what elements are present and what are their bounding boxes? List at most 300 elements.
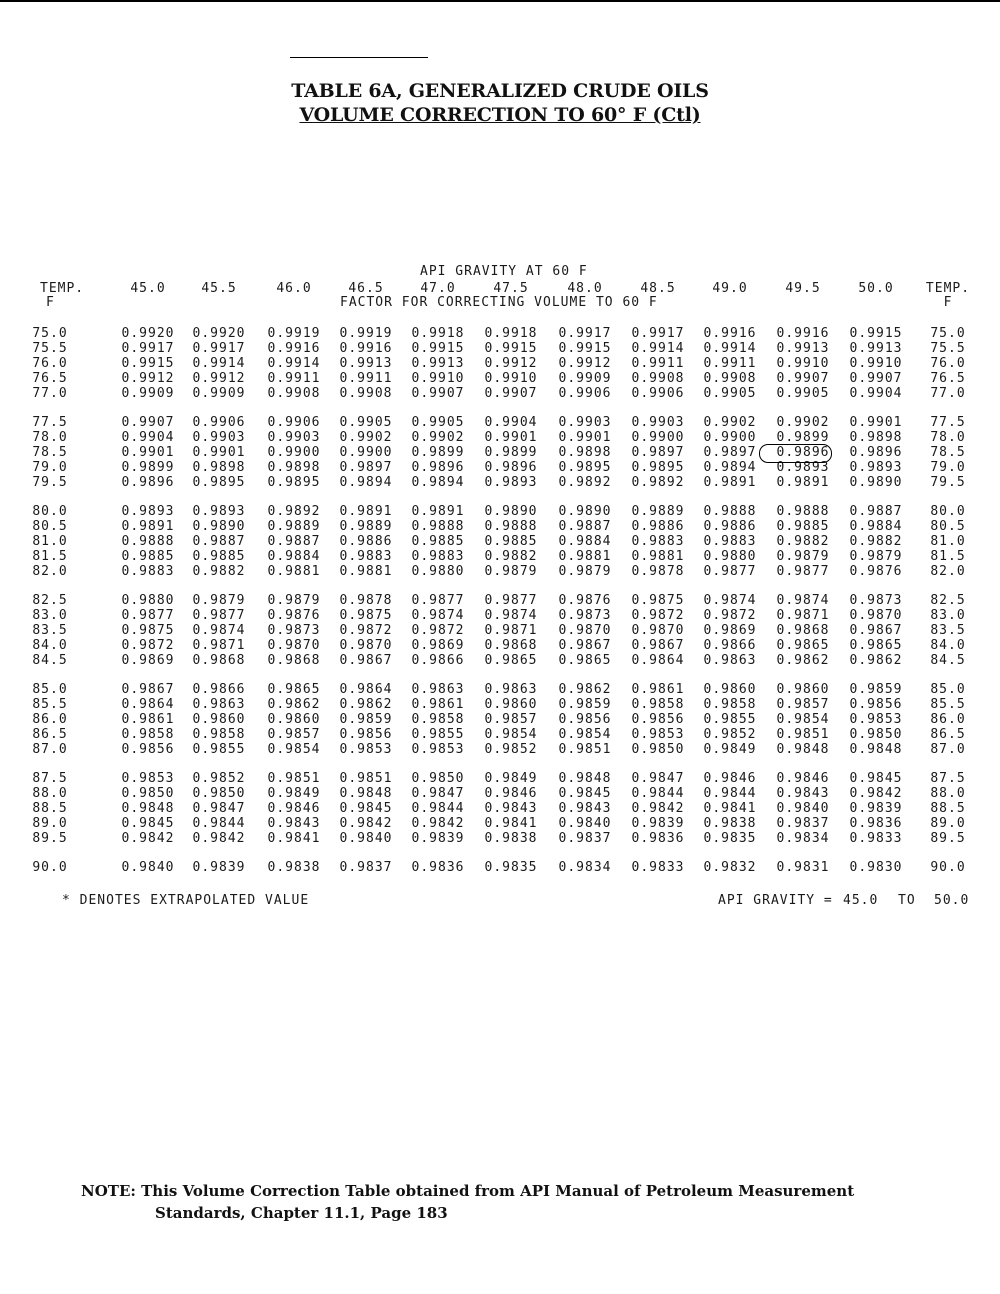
table-cell: 0.9900: [631, 430, 685, 445]
api-range-from: 45.0: [843, 893, 879, 908]
row-temp-left: 89.5: [32, 831, 68, 846]
table-cell: 0.9844: [631, 786, 685, 801]
table-cell: 0.9887: [192, 534, 246, 549]
table-cell: 0.9896: [411, 460, 465, 475]
row-temp-right: 88.5: [930, 801, 966, 816]
table-cell: 0.9873: [849, 593, 903, 608]
column-header: 47.5: [493, 281, 529, 296]
row-temp-right: 85.0: [930, 682, 966, 697]
table-cell: 0.9835: [703, 831, 757, 846]
table-cell: 0.9879: [776, 549, 830, 564]
table-cell: 0.9880: [703, 549, 757, 564]
table-cell: 0.9883: [339, 549, 393, 564]
table-cell: 0.9898: [558, 445, 612, 460]
table-cell: 0.9831: [776, 860, 830, 875]
table-cell: 0.9844: [192, 816, 246, 831]
table-cell: 0.9913: [411, 356, 465, 371]
table-cell: 0.9859: [558, 697, 612, 712]
table-cell: 0.9870: [849, 608, 903, 623]
table-cell: 0.9850: [849, 727, 903, 742]
table-cell: 0.9877: [121, 608, 175, 623]
row-temp-left: 79.0: [32, 460, 68, 475]
table-cell: 0.9872: [631, 608, 685, 623]
table-cell: 0.9883: [631, 534, 685, 549]
row-temp-right: 86.0: [930, 712, 966, 727]
table-cell: 0.9892: [558, 475, 612, 490]
table-cell: 0.9877: [703, 564, 757, 579]
page-subtitle: VOLUME CORRECTION TO 60° F (Ctl): [299, 104, 701, 126]
table-cell: 0.9888: [484, 519, 538, 534]
table-cell: 0.9890: [192, 519, 246, 534]
column-header: 49.5: [785, 281, 821, 296]
table-cell: 0.9852: [192, 771, 246, 786]
table-cell: 0.9839: [631, 816, 685, 831]
table-cell: 0.9866: [703, 638, 757, 653]
table-cell: 0.9863: [192, 697, 246, 712]
table-cell: 0.9888: [776, 504, 830, 519]
table-cell: 0.9860: [267, 712, 321, 727]
table-cell: 0.9876: [267, 608, 321, 623]
table-cell: 0.9868: [267, 653, 321, 668]
table-cell: 0.9908: [339, 386, 393, 401]
api-range-to: 50.0: [934, 893, 970, 908]
table-cell: 0.9834: [558, 860, 612, 875]
table-cell: 0.9872: [121, 638, 175, 653]
row-temp-right: 84.5: [930, 653, 966, 668]
table-cell: 0.9900: [267, 445, 321, 460]
table-cell: 0.9917: [558, 326, 612, 341]
table-cell: 0.9833: [631, 860, 685, 875]
source-note-line1: NOTE: This Volume Correction Table obtained from API Manual of Petroleum Measurement: [81, 1182, 855, 1200]
table-cell: 0.9848: [849, 742, 903, 757]
table-cell: 0.9871: [776, 608, 830, 623]
table-cell: 0.9905: [339, 415, 393, 430]
table-cell: 0.9872: [411, 623, 465, 638]
table-cell: 0.9872: [339, 623, 393, 638]
table-cell: 0.9914: [631, 341, 685, 356]
row-temp-left: 87.5: [32, 771, 68, 786]
table-cell: 0.9843: [558, 801, 612, 816]
table-cell: 0.9857: [484, 712, 538, 727]
column-header: 47.0: [420, 281, 456, 296]
table-cell: 0.9842: [339, 816, 393, 831]
table-cell: 0.9882: [849, 534, 903, 549]
table-cell: 0.9907: [849, 371, 903, 386]
table-cell: 0.9871: [192, 638, 246, 653]
table-cell: 0.9870: [631, 623, 685, 638]
row-temp-left: 84.5: [32, 653, 68, 668]
temp-header-left: TEMP.: [40, 281, 85, 296]
row-temp-right: 82.0: [930, 564, 966, 579]
column-header: 48.5: [640, 281, 676, 296]
table-cell: 0.9911: [339, 371, 393, 386]
table-cell: 0.9875: [631, 593, 685, 608]
table-cell: 0.9879: [267, 593, 321, 608]
table-cell: 0.9846: [267, 801, 321, 816]
table-cell: 0.9877: [192, 608, 246, 623]
table-cell: 0.9896: [484, 460, 538, 475]
table-cell: 0.9920: [121, 326, 175, 341]
table-cell: 0.9873: [558, 608, 612, 623]
row-temp-right: 81.0: [930, 534, 966, 549]
table-cell: 0.9870: [267, 638, 321, 653]
table-cell: 0.9842: [631, 801, 685, 816]
table-cell: 0.9901: [558, 430, 612, 445]
table-cell: 0.9836: [631, 831, 685, 846]
table-cell: 0.9885: [776, 519, 830, 534]
table-cell: 0.9918: [484, 326, 538, 341]
table-cell: 0.9863: [484, 682, 538, 697]
table-cell: 0.9892: [267, 504, 321, 519]
row-temp-left: 81.0: [32, 534, 68, 549]
row-temp-left: 83.5: [32, 623, 68, 638]
table-cell: 0.9879: [849, 549, 903, 564]
table-cell: 0.9840: [776, 801, 830, 816]
table-cell: 0.9855: [703, 712, 757, 727]
table-cell: 0.9874: [192, 623, 246, 638]
table-cell: 0.9887: [849, 504, 903, 519]
table-cell: 0.9864: [339, 682, 393, 697]
table-cell: 0.9874: [411, 608, 465, 623]
table-cell: 0.9893: [121, 504, 175, 519]
table-cell: 0.9839: [411, 831, 465, 846]
row-temp-right: 85.5: [930, 697, 966, 712]
row-temp-left: 78.0: [32, 430, 68, 445]
table-cell: 0.9907: [411, 386, 465, 401]
table-cell: 0.9889: [267, 519, 321, 534]
row-temp-right: 79.5: [930, 475, 966, 490]
table-cell: 0.9874: [703, 593, 757, 608]
table-cell: 0.9853: [121, 771, 175, 786]
row-temp-right: 78.0: [930, 430, 966, 445]
table-cell: 0.9853: [631, 727, 685, 742]
row-temp-left: 77.5: [32, 415, 68, 430]
table-cell: 0.9868: [484, 638, 538, 653]
table-cell: 0.9862: [339, 697, 393, 712]
table-cell: 0.9837: [339, 860, 393, 875]
table-cell: 0.9839: [849, 801, 903, 816]
row-temp-left: 82.5: [32, 593, 68, 608]
row-temp-left: 88.0: [32, 786, 68, 801]
table-cell: 0.9858: [192, 727, 246, 742]
table-cell: 0.9896: [776, 445, 830, 460]
table-cell: 0.9913: [776, 341, 830, 356]
api-gravity-header: API GRAVITY AT 60 F: [420, 264, 588, 279]
row-temp-left: 77.0: [32, 386, 68, 401]
table-cell: 0.9844: [703, 786, 757, 801]
table-cell: 0.9867: [121, 682, 175, 697]
table-cell: 0.9904: [849, 386, 903, 401]
column-header: 46.0: [276, 281, 312, 296]
row-temp-right: 75.5: [930, 341, 966, 356]
row-temp-left: 90.0: [32, 860, 68, 875]
table-cell: 0.9851: [267, 771, 321, 786]
table-cell: 0.9860: [776, 682, 830, 697]
table-cell: 0.9902: [411, 430, 465, 445]
table-cell: 0.9910: [849, 356, 903, 371]
table-cell: 0.9843: [267, 816, 321, 831]
table-cell: 0.9914: [703, 341, 757, 356]
table-cell: 0.9914: [192, 356, 246, 371]
table-cell: 0.9856: [121, 742, 175, 757]
table-cell: 0.9903: [631, 415, 685, 430]
table-cell: 0.9898: [192, 460, 246, 475]
table-cell: 0.9871: [484, 623, 538, 638]
table-cell: 0.9882: [484, 549, 538, 564]
row-temp-right: 81.5: [930, 549, 966, 564]
table-cell: 0.9850: [411, 771, 465, 786]
table-cell: 0.9846: [484, 786, 538, 801]
table-cell: 0.9852: [484, 742, 538, 757]
table-cell: 0.9916: [267, 341, 321, 356]
table-cell: 0.9842: [411, 816, 465, 831]
table-cell: 0.9853: [849, 712, 903, 727]
column-header: 45.0: [130, 281, 166, 296]
table-cell: 0.9845: [121, 816, 175, 831]
table-cell: 0.9916: [703, 326, 757, 341]
table-cell: 0.9916: [776, 326, 830, 341]
row-temp-left: 78.5: [32, 445, 68, 460]
table-cell: 0.9913: [849, 341, 903, 356]
row-temp-left: 87.0: [32, 742, 68, 757]
table-cell: 0.9845: [558, 786, 612, 801]
table-cell: 0.9892: [631, 475, 685, 490]
table-cell: 0.9866: [411, 653, 465, 668]
table-cell: 0.9861: [411, 697, 465, 712]
table-cell: 0.9884: [558, 534, 612, 549]
temp-unit-right: F: [943, 295, 953, 310]
table-cell: 0.9901: [484, 430, 538, 445]
row-temp-left: 86.5: [32, 727, 68, 742]
table-cell: 0.9856: [631, 712, 685, 727]
row-temp-right: 77.0: [930, 386, 966, 401]
table-cell: 0.9858: [703, 697, 757, 712]
temp-header-right: TEMP.: [925, 281, 971, 296]
table-cell: 0.9865: [849, 638, 903, 653]
table-cell: 0.9862: [776, 653, 830, 668]
table-cell: 0.9869: [703, 623, 757, 638]
table-cell: 0.9901: [849, 415, 903, 430]
table-cell: 0.9868: [776, 623, 830, 638]
row-temp-left: 75.5: [32, 341, 68, 356]
table-cell: 0.9845: [339, 801, 393, 816]
table-cell: 0.9835: [484, 860, 538, 875]
table-cell: 0.9912: [121, 371, 175, 386]
table-cell: 0.9890: [849, 475, 903, 490]
table-cell: 0.9847: [411, 786, 465, 801]
table-cell: 0.9886: [703, 519, 757, 534]
table-cell: 0.9874: [776, 593, 830, 608]
table-cell: 0.9885: [411, 534, 465, 549]
table-cell: 0.9885: [484, 534, 538, 549]
table-cell: 0.9880: [121, 593, 175, 608]
table-cell: 0.9883: [703, 534, 757, 549]
table-cell: 0.9895: [631, 460, 685, 475]
table-cell: 0.9915: [411, 341, 465, 356]
table-cell: 0.9889: [631, 504, 685, 519]
table-cell: 0.9908: [267, 386, 321, 401]
table-cell: 0.9915: [484, 341, 538, 356]
table-cell: 0.9870: [339, 638, 393, 653]
row-temp-left: 80.5: [32, 519, 68, 534]
table-cell: 0.9895: [558, 460, 612, 475]
table-cell: 0.9858: [631, 697, 685, 712]
source-note-line2: Standards, Chapter 11.1, Page 183: [155, 1204, 448, 1222]
row-temp-right: 83.0: [930, 608, 966, 623]
row-temp-right: 79.0: [930, 460, 966, 475]
table-cell: 0.9837: [776, 816, 830, 831]
table-cell: 0.9904: [484, 415, 538, 430]
table-cell: 0.9911: [267, 371, 321, 386]
row-temp-right: 80.5: [930, 519, 966, 534]
table-cell: 0.9841: [703, 801, 757, 816]
table-cell: 0.9850: [121, 786, 175, 801]
table-cell: 0.9841: [484, 816, 538, 831]
table-cell: 0.9895: [267, 475, 321, 490]
table-cell: 0.9877: [411, 593, 465, 608]
factor-header: FACTOR FOR CORRECTING VOLUME TO 60 F: [340, 295, 658, 310]
table-cell: 0.9911: [703, 356, 757, 371]
table-cell: 0.9891: [339, 504, 393, 519]
table-cell: 0.9848: [776, 742, 830, 757]
table-cell: 0.9865: [484, 653, 538, 668]
row-temp-right: 75.0: [930, 326, 966, 341]
table-cell: 0.9906: [558, 386, 612, 401]
table-cell: 0.9834: [776, 831, 830, 846]
table-cell: 0.9856: [558, 712, 612, 727]
table-cell: 0.9912: [558, 356, 612, 371]
row-temp-right: 76.5: [930, 371, 966, 386]
table-cell: 0.9891: [121, 519, 175, 534]
table-cell: 0.9902: [776, 415, 830, 430]
table-cell: 0.9867: [339, 653, 393, 668]
table-cell: 0.9907: [484, 386, 538, 401]
table-cell: 0.9882: [192, 564, 246, 579]
table-cell: 0.9856: [339, 727, 393, 742]
api-range-to-word: TO: [898, 893, 916, 908]
table-cell: 0.9881: [631, 549, 685, 564]
table-cell: 0.9887: [558, 519, 612, 534]
table-cell: 0.9890: [484, 504, 538, 519]
table-cell: 0.9905: [776, 386, 830, 401]
table-cell: 0.9851: [339, 771, 393, 786]
table-cell: 0.9879: [558, 564, 612, 579]
row-temp-right: 89.0: [930, 816, 966, 831]
table-cell: 0.9916: [339, 341, 393, 356]
table-cell: 0.9907: [776, 371, 830, 386]
table-cell: 0.9881: [558, 549, 612, 564]
row-temp-right: 88.0: [930, 786, 966, 801]
row-temp-right: 84.0: [930, 638, 966, 653]
table-cell: 0.9849: [267, 786, 321, 801]
table-cell: 0.9917: [121, 341, 175, 356]
table-cell: 0.9852: [703, 727, 757, 742]
table-cell: 0.9900: [339, 445, 393, 460]
table-cell: 0.9842: [121, 831, 175, 846]
row-temp-left: 80.0: [32, 504, 68, 519]
table-cell: 0.9883: [411, 549, 465, 564]
table-cell: 0.9862: [267, 697, 321, 712]
table-cell: 0.9888: [411, 519, 465, 534]
table-cell: 0.9873: [267, 623, 321, 638]
table-cell: 0.9843: [484, 801, 538, 816]
table-cell: 0.9899: [121, 460, 175, 475]
table-cell: 0.9842: [849, 786, 903, 801]
table-cell: 0.9910: [411, 371, 465, 386]
table-cell: 0.9847: [631, 771, 685, 786]
table-cell: 0.9836: [849, 816, 903, 831]
table-cell: 0.9851: [776, 727, 830, 742]
table-cell: 0.9865: [776, 638, 830, 653]
footnote: * DENOTES EXTRAPOLATED VALUE: [62, 893, 310, 908]
table-cell: 0.9865: [267, 682, 321, 697]
table-cell: 0.9885: [121, 549, 175, 564]
table-cell: 0.9869: [121, 653, 175, 668]
api-range-label: API GRAVITY =: [718, 893, 833, 908]
row-temp-left: 83.0: [32, 608, 68, 623]
table-cell: 0.9859: [339, 712, 393, 727]
row-temp-left: 82.0: [32, 564, 68, 579]
table-cell: 0.9853: [339, 742, 393, 757]
table-cell: 0.9902: [703, 415, 757, 430]
table-cell: 0.9920: [192, 326, 246, 341]
table-cell: 0.9867: [849, 623, 903, 638]
table-cell: 0.9850: [631, 742, 685, 757]
table-cell: 0.9913: [339, 356, 393, 371]
table-cell: 0.9854: [558, 727, 612, 742]
table-cell: 0.9830: [849, 860, 903, 875]
row-temp-left: 81.5: [32, 549, 68, 564]
table-cell: 0.9891: [411, 504, 465, 519]
row-temp-right: 87.0: [930, 742, 966, 757]
table-cell: 0.9867: [631, 638, 685, 653]
table-cell: 0.9870: [558, 623, 612, 638]
table-cell: 0.9833: [849, 831, 903, 846]
table-cell: 0.9884: [267, 549, 321, 564]
row-temp-left: 79.5: [32, 475, 68, 490]
column-header: 46.5: [348, 281, 384, 296]
table-cell: 0.9919: [339, 326, 393, 341]
row-temp-left: 75.0: [32, 326, 68, 341]
table-cell: 0.9888: [121, 534, 175, 549]
table-cell: 0.9889: [339, 519, 393, 534]
table-cell: 0.9905: [703, 386, 757, 401]
row-temp-right: 83.5: [930, 623, 966, 638]
table-cell: 0.9898: [267, 460, 321, 475]
row-temp-right: 76.0: [930, 356, 966, 371]
column-header: 49.0: [712, 281, 748, 296]
table-cell: 0.9918: [411, 326, 465, 341]
table-cell: 0.9909: [558, 371, 612, 386]
table-cell: 0.9896: [849, 445, 903, 460]
table-cell: 0.9882: [776, 534, 830, 549]
table-cell: 0.9906: [267, 415, 321, 430]
table-cell: 0.9859: [849, 682, 903, 697]
table-cell: 0.9844: [411, 801, 465, 816]
table-cell: 0.9832: [703, 860, 757, 875]
table-cell: 0.9908: [703, 371, 757, 386]
table-cell: 0.9907: [121, 415, 175, 430]
table-cell: 0.9877: [484, 593, 538, 608]
table-cell: 0.9909: [192, 386, 246, 401]
table-cell: 0.9841: [267, 831, 321, 846]
table-cell: 0.9876: [849, 564, 903, 579]
table-cell: 0.9899: [776, 430, 830, 445]
table-cell: 0.9855: [192, 742, 246, 757]
table-cell: 0.9881: [339, 564, 393, 579]
table-cell: 0.9838: [484, 831, 538, 846]
table-cell: 0.9858: [121, 727, 175, 742]
